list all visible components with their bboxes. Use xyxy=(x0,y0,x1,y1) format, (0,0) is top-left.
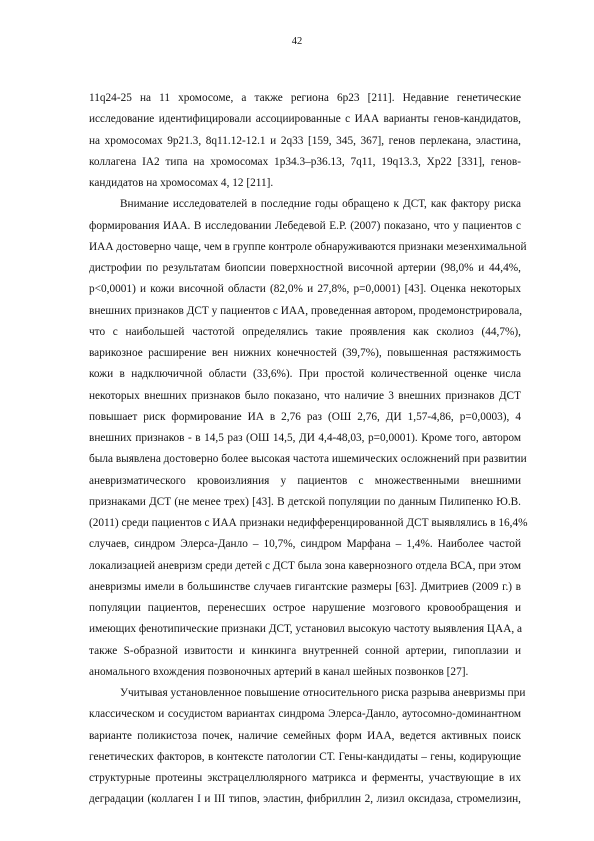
text-line: структурные протеины экстрацеллюлярного матрикса и ферменты, участвующие в их xyxy=(89,772,521,784)
text-line: 11q24-25 на 11 хромосоме, а также региона 6p23 [211]. Недавние генетические xyxy=(89,92,521,104)
text-line: аневризмы имели в большинстве случаев гигантские размеры [63]. Дмитриев (2009 г.) в xyxy=(89,580,521,593)
paragraph-2 xyxy=(89,194,528,683)
text-line: также S-образной извитости и кинкинга внутренней сонной артерии, гипоплазии и xyxy=(89,644,521,657)
text-line: кожи в надключичной области (33,6%). При простой количественной оценке числа xyxy=(89,368,521,381)
text-line: коллагена IA2 типа на хромосомах 1p34.3–p36.13, 7q11, 19q13.3, Xp22 [331], генов- xyxy=(89,155,521,168)
text-line: Внимание исследователей в последние годы обращено к ДСТ, как фактору риска xyxy=(120,198,521,211)
text-line: Учитывая установленное повышение относительного риска разрыва аневризмы при xyxy=(120,687,526,699)
text-line: формирования ИАА. В исследовании Лебедевой Е.Р. (2007) показано, что у пациентов с xyxy=(89,219,521,232)
text-line: популяции пациентов, перенесших острое нарушение мозгового кровообращения и xyxy=(89,602,521,614)
body-text xyxy=(89,88,528,811)
text-line: p<0,0001) и кожи височной области (82,0% и 27,8%, p=0,0001) [43]. Оценка некоторых xyxy=(89,283,521,296)
text-line: кандидатов на хромосомах 4, 12 [211]. xyxy=(89,177,274,189)
text-line: локализацией аневризм среди детей с ДСТ была зона кавернозного отдела ВСА, при этом xyxy=(89,559,522,572)
text-line: исследование идентифицировали ассоциированные с ИАА варианты генов-кандидатов, xyxy=(89,113,521,126)
text-line: варикозное расширение вен нижних конечностей (39,7%), повышенная растяжимость xyxy=(89,347,521,359)
text-line: на хромосомах 9p21.3, 8q11.12-12.1 и 2q33 [159, 345, 367], генов перлекана, эластина, xyxy=(89,134,521,147)
text-line: случаев, синдром Элерса-Данло – 10,7%, синдром Марфана – 1,4%. Наиболее частой xyxy=(89,538,521,551)
text-line: аномального вхождения позвоночных артерий в канал шейных позвонков [27]. xyxy=(89,665,469,678)
paragraph-1 xyxy=(89,88,521,194)
paragraph-3 xyxy=(89,683,526,811)
text-line: варианте поликистоза почек, наличие семейных форм ИАА, ведется активных поиск xyxy=(89,729,521,742)
text-line: внешних признаков - в 14,5 раз (ОШ 14,5, ДИ 4,4-48,03, p=0,0001). Кроме того, автором xyxy=(89,432,521,444)
text-line: что с наибольшей частотой определялись такие проявления как сколиоз (44,7%), xyxy=(89,325,521,338)
text-line: аневризматического кровоизлияния у пациентов с множественными внешними xyxy=(89,474,521,487)
page-number: 42 xyxy=(291,36,303,47)
text-line: некоторых внешних признаков было показано, что наличие 3 внешних признаков ДСТ xyxy=(89,389,521,402)
text-line: классическом и сосудистом вариантах синдрома Элерса-Данло, аутосомно-доминантном xyxy=(89,708,521,721)
text-line: деградации (коллаген I и III типов, эластин, фибриллин 2, лизил оксидаза, стромелизин, xyxy=(89,793,521,806)
text-line: имеющих фенотипические признаки ДСТ, установил высокую частоту выявления ЦАА, а xyxy=(89,623,523,636)
text-line: генетических факторов, в контексте патологии СТ. Гены-кандидаты – гены, кодирующие xyxy=(89,750,521,763)
text-line: внешних признаков ДСТ у пациентов с ИАА, проведенная автором, продемонстрировала, xyxy=(89,304,523,317)
text-line: повышает риск формирование ИА в 2,76 раз (ОШ 2,76, ДИ 1,57-4,86, p=0,0003), 4 xyxy=(89,410,521,423)
text-line: дистрофии по результатам биопсии поверхностной височной артерии (98,0% и 44,4%, xyxy=(89,262,521,274)
text-line: признаками ДСТ (не менее трех) [43]. В детской популяции по данным Пилипенко Ю.В. xyxy=(89,495,521,508)
text-line: была выявлена достоверно более высокая частота ишемических осложнений при развитии xyxy=(89,453,527,466)
text-line: ИАА достоверно чаще, чем в группе контроле обнаруживаются признаки мезенхимальной xyxy=(89,240,527,253)
text-line: (2011) среди пациентов с ИАА признаки недифференцированной ДСТ выявлялись в 16,4% xyxy=(89,517,528,529)
